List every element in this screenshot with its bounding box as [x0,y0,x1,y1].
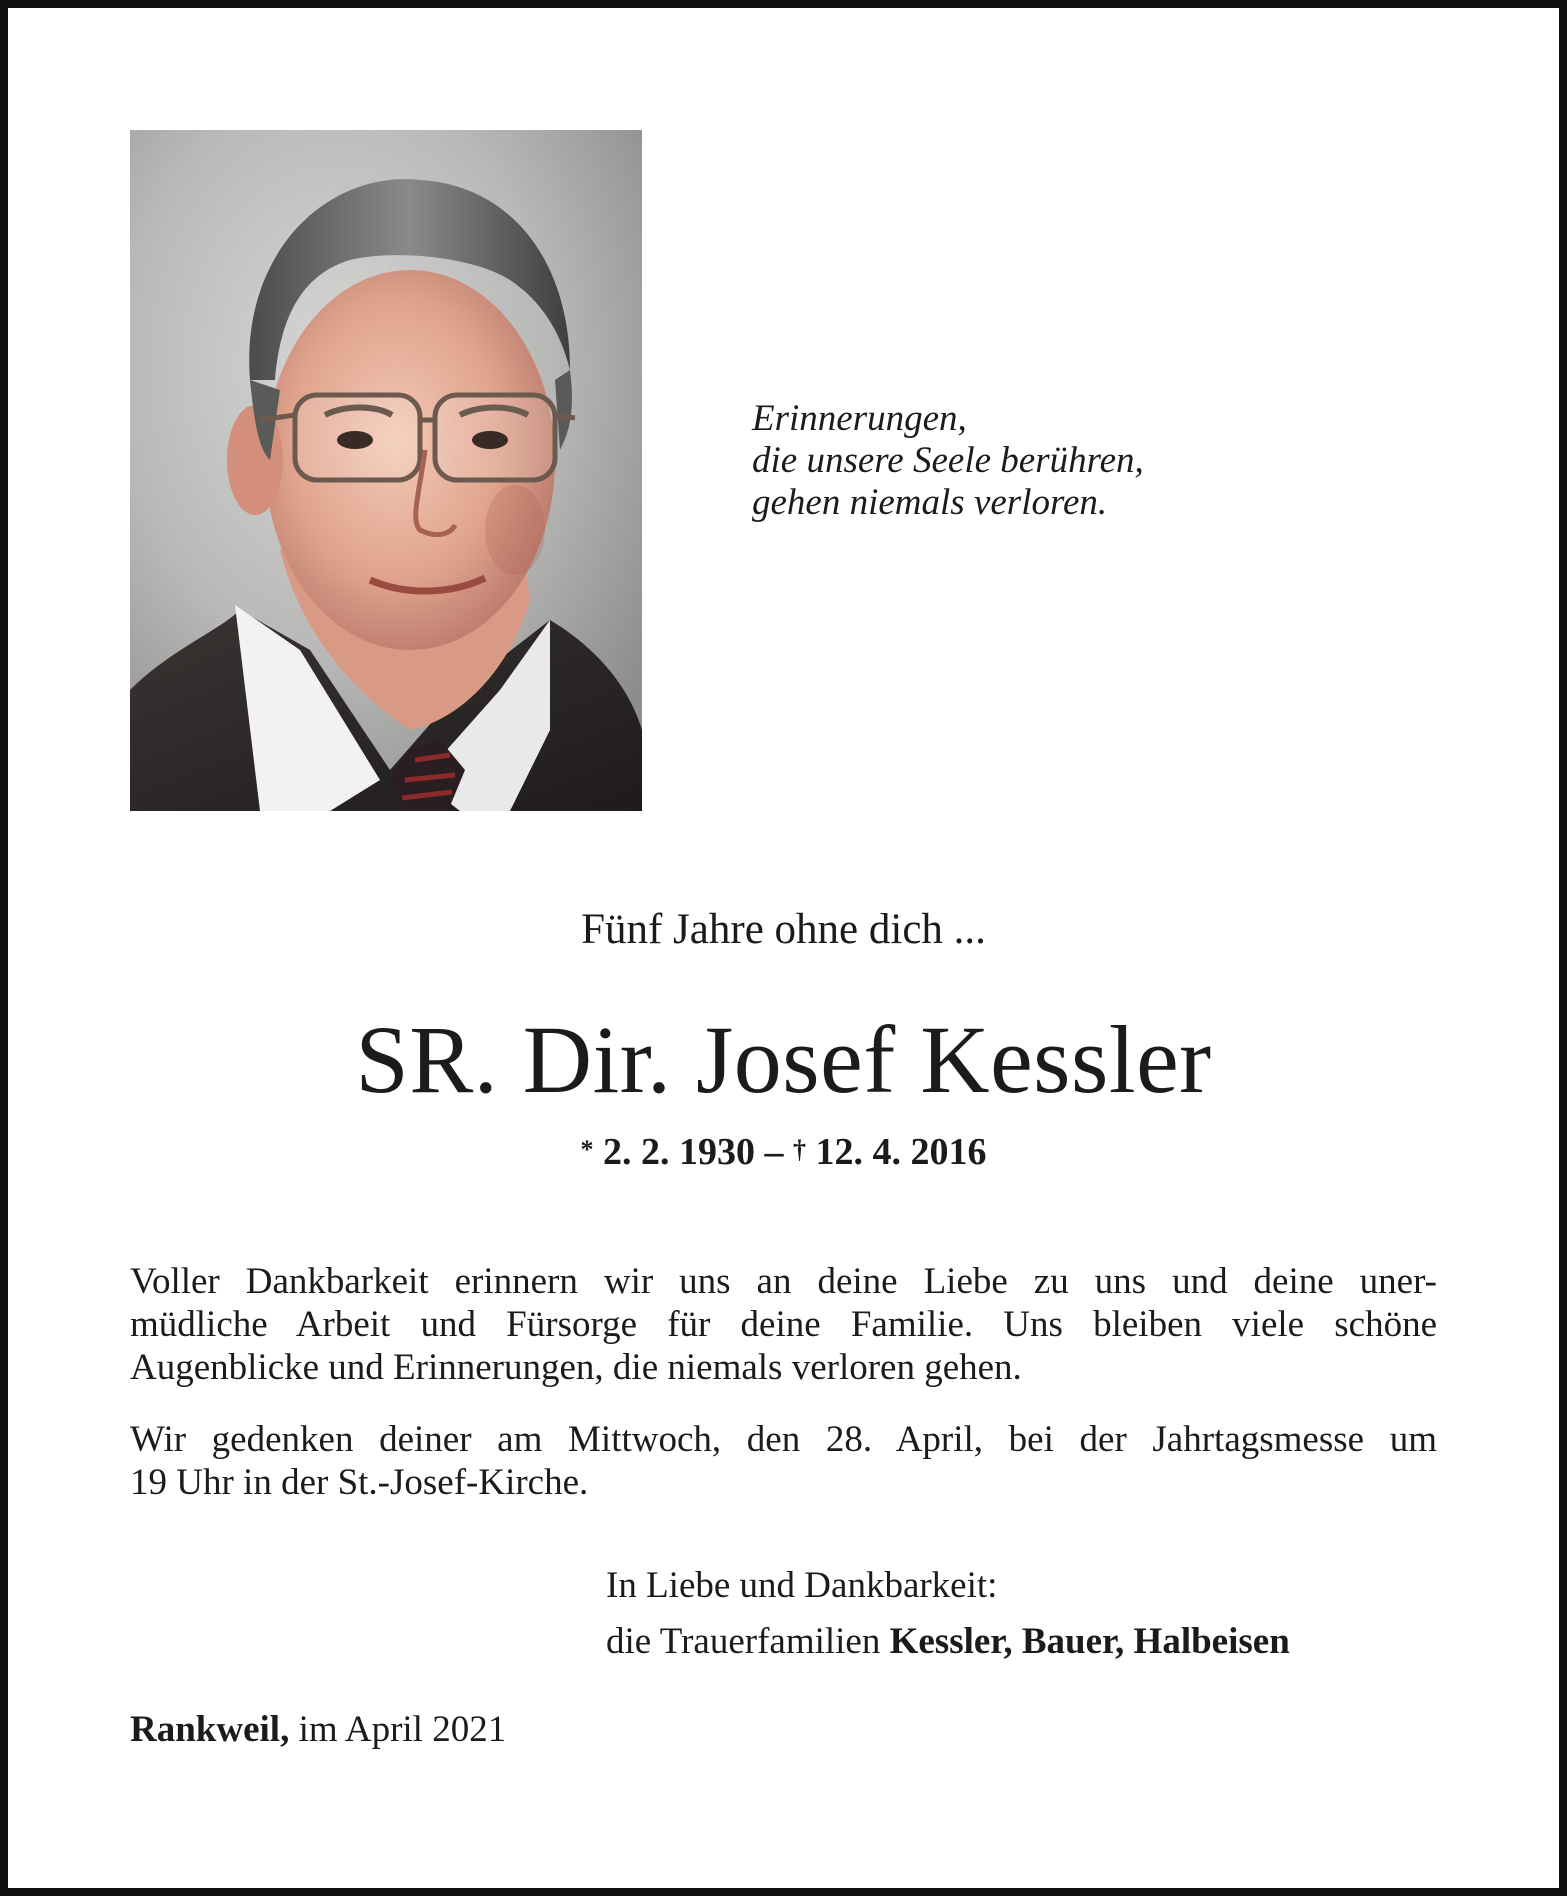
death-symbol: † [793,1135,806,1164]
portrait-photo [130,130,642,811]
memorial-quote [752,398,1352,524]
publication-date: im April 2021 [298,1709,507,1750]
family-names: Kessler, Bauer, Halbeisen [889,1621,1290,1662]
paragraph-line: müdliche Arbeit und Fürsorge für deine Familie. Uns bleiben viele schöne [130,1304,1437,1345]
birth-symbol: * [580,1135,594,1164]
paragraph-mass-notice [130,1418,1437,1504]
town: Rankweil, [130,1709,290,1750]
quote-line: Erinnerungen, [752,398,967,439]
portrait-illustration [130,130,642,811]
birth-date: 2. 2. 1930 [603,1131,755,1173]
closing-families-line [606,1614,1456,1670]
closing-line: In Liebe und Dankbarkeit: [606,1565,998,1606]
paragraph-line: Augenblicke und Erinnerungen, die niemals verloren gehen. [130,1347,1022,1388]
closing-signature [606,1558,1456,1670]
paragraph-line: Wir gedenken deiner am Mittwoch, den 28. April, bei der Jahrtagsmesse um [130,1419,1437,1460]
death-date: 12. 4. 2016 [815,1131,987,1173]
paragraph-line: Voller Dankbarkeit erinnern wir uns an deine Liebe zu uns und deine uner- [130,1261,1437,1302]
quote-line: die unsere Seele berühren, [752,440,1144,481]
date-separator: – [764,1131,784,1173]
families-prefix: die Trauerfamilien [606,1621,881,1662]
deceased-name: SR. Dir. Josef Kessler [355,1006,1212,1113]
life-dates [0,1130,1567,1178]
quote-line: gehen niemals verloren. [752,482,1108,523]
subtitle: Fünf Jahre ohne dich ... [581,906,986,953]
paragraph-line: 19 Uhr in der St.-Josef-Kirche. [130,1462,589,1503]
paragraph-gratitude [130,1260,1437,1389]
place-and-date [130,1708,506,1752]
